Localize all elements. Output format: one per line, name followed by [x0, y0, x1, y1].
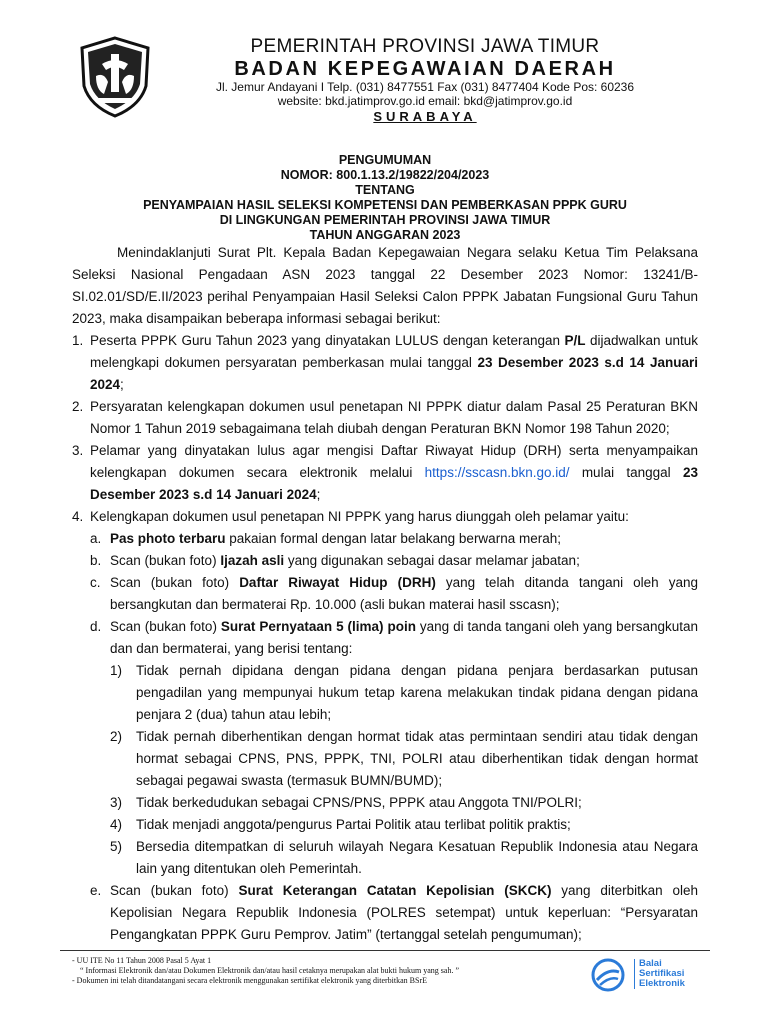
- list-item-3: 3. Pelamar yang dinyatakan lulus agar mengisi Daftar Riwayat Hidup (DRH) serta menyampaikan kelengkapan dokumen secara elektronik melalui https://sscasn.bkn.go.id/ mulai tanggal 23 Desember 2023 s.d 14 Januari 2024;: [72, 443, 698, 502]
- footer-line-3: - Dokumen ini telah ditandatangani secara elektronik menggunakan sertifikat elektronik yang diterbitkan BSrE: [72, 976, 427, 985]
- footer-notes: [72, 956, 592, 986]
- bsre-text-line2: Sertifikasi: [639, 968, 685, 979]
- letterhead: [0, 0, 768, 125]
- footer-line-1: - UU ITE No 11 Tahun 2008 Pasal 5 Ayat 1: [72, 956, 212, 965]
- bsre-logo-icon: [588, 958, 628, 992]
- statement-point-2: 2) Tidak pernah diberhentikan dengan hormat tidak atas permintaan sendiri atau tidak dengan hormat sebagai CPNS, PNS, PPPK, TNI, POLRI atau diberhentikan tidak dengan hormat sebagai pegawai swasta (termasuk BUMN/BUMD);: [110, 729, 698, 788]
- bsre-text-line3: Elektronik: [639, 978, 685, 989]
- city-name: SURABAYA: [373, 109, 477, 124]
- list-item-4: 4. Kelengkapan dokumen usul penetapan NI PPPK yang harus diunggah oleh pelamar yaitu:: [72, 509, 629, 524]
- sub-item-b: b. Scan (bukan foto) Ijazah asli yang digunakan sebagai dasar melamar jabatan;: [90, 553, 580, 568]
- statement-point-4: 4) Tidak menjadi anggota/pengurus Partai Politik atau terlibat politik praktis;: [110, 817, 571, 832]
- footer-divider: [60, 950, 710, 951]
- announcement-about: TENTANG: [355, 183, 415, 197]
- announcement-title-line1: PENYAMPAIAN HASIL SELEKSI KOMPETENSI DAN PEMBERKASAN PPPK GURU: [143, 198, 627, 212]
- bsre-badge: [588, 954, 708, 994]
- footer-line-2: “ Informasi Elektronik dan/atau Dokumen Elektronik dan/atau hasil cetaknya merupakan alat bukti hukum yang sah. ”: [80, 966, 459, 975]
- east-java-emblem-icon: [78, 36, 152, 118]
- sub-item-e: e. Scan (bukan foto) Surat Keterangan Catatan Kepolisian (SKCK) yang diterbitkan oleh Kepolisian Negara Republik Indonesia (POLRES setempat) untuk keperluan: “Persyaratan Pengangkatan PPPK Guru Pemprov. Jatim” (tertanggal setelah pengumuman);: [90, 883, 698, 942]
- announcement-number: NOMOR: 800.1.13.2/19822/204/2023: [280, 168, 490, 182]
- statement-point-1: 1) Tidak pernah dipidana dengan pidana dengan pidana penjara berdasarkan putusan pengadilan yang mempunyai hukum tetap karena melakukan tindak pidana dengan pidana penjara 2 (dua) tahun atau lebih;: [110, 663, 698, 722]
- statement-point-3: 3) Tidak berkedudukan sebagai CPNS/PNS, PPPK atau Anggota TNI/POLRI;: [110, 795, 582, 810]
- announcement-type: PENGUMUMAN: [338, 153, 432, 167]
- announcement-title-line2: DI LINGKUNGAN PEMERINTAH PROVINSI JAWA TIMUR: [219, 213, 551, 227]
- list-item-2: 2. Persyaratan kelengkapan dokumen usul penetapan NI PPPK diatur dalam Pasal 25 Peraturan BKN Nomor 1 Tahun 2019 sebagaimana telah diubah dengan Peraturan BKN Nomor 198 Tahun 2020;: [72, 399, 698, 436]
- announcement-heading: [60, 153, 710, 243]
- statement-point-5: 5) Bersedia ditempatkan di seluruh wilayah Negara Kesatuan Republik Indonesia atau Negara lain yang ditentukan oleh Pemerintah.: [110, 839, 698, 876]
- agency-web-email: website: bkd.jatimprov.go.id email: bkd@jatimprov.go.id: [277, 94, 573, 108]
- announcement-title-line3: TAHUN ANGGARAN 2023: [309, 228, 461, 242]
- agency-name: BADAN KEPEGAWAIAN DAERAH: [234, 58, 616, 80]
- list-item-1: 1. Peserta PPPK Guru Tahun 2023 yang dinyatakan LULUS dengan keterangan P/L dijadwalkan untuk melengkapi dokumen persyaratan pemberkasan mulai tanggal 23 Desember 2023 s.d 14 Januari 2024;: [72, 333, 699, 392]
- bsre-text-line1: Balai: [639, 958, 662, 969]
- document-body: [72, 242, 698, 946]
- sscasn-link[interactable]: https://sscasn.bkn.go.id/: [424, 465, 570, 480]
- sub-item-a: a. Pas photo terbaru pakaian formal dengan latar belakang berwarna merah;: [90, 531, 561, 546]
- government-name: PEMERINTAH PROVINSI JAWA TIMUR: [250, 36, 600, 57]
- sub-item-c: c. Scan (bukan foto) Daftar Riwayat Hidup (DRH) yang telah ditanda tangani oleh yang bersangkutan dan bermaterai Rp. 10.000 (asli bukan materai hasil sscasn);: [90, 575, 698, 612]
- agency-address: Jl. Jemur Andayani I Telp. (031) 8477551 Fax (031) 8477404 Kode Pos: 60236: [215, 80, 635, 94]
- sub-item-d: d. Scan (bukan foto) Surat Pernyataan 5 (lima) poin yang di tanda tangani oleh yang bersangkutan dan dan bermaterai, yang berisi tentang:: [90, 619, 698, 656]
- intro-paragraph: Menindaklanjuti Surat Plt. Kepala Badan Kepegawaian Negara selaku Ketua Tim Pelaksana Seleksi Nasional Pengadaan ASN 2023 tanggal 22 Desember 2023 Nomor: 13241/B-SI.02.01/SD/E.II/2023 perihal Penyampaian Hasil Seleksi Calon PPPK Jabatan Fungsional Guru Tahun 2023, maka disampaikan beberapa informasi sebagai berikut:: [72, 245, 698, 326]
